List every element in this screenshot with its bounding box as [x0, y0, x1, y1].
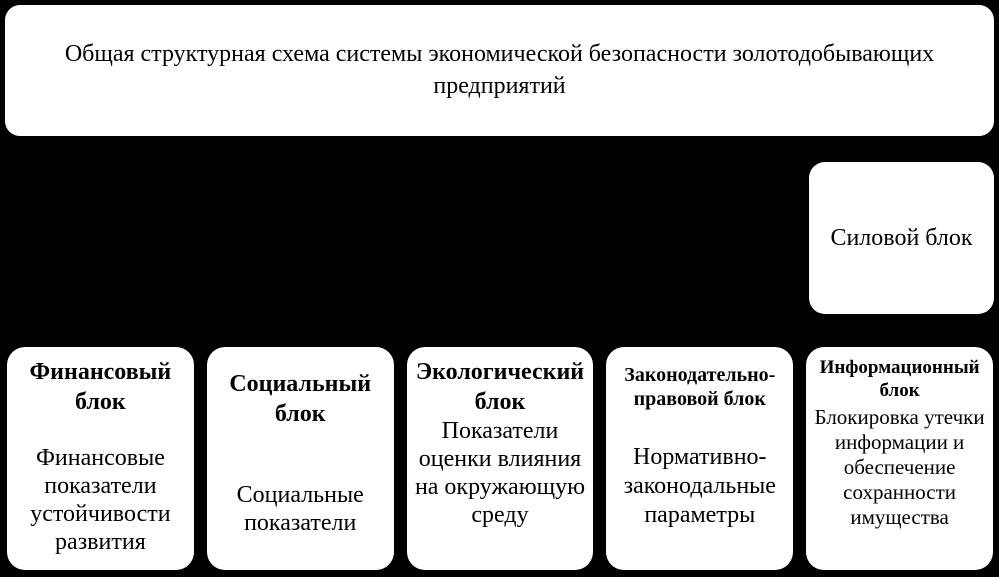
- block-ecological: [407, 347, 594, 570]
- diagram-title-box: [5, 5, 994, 136]
- block-social: [207, 347, 394, 570]
- security-block-box: [809, 162, 994, 314]
- block-financial-title: Финансовый блок: [29, 359, 172, 415]
- block-informational-title: Информационный блок: [819, 357, 980, 401]
- block-legislative-body: Нормативно-законодальные параметры: [623, 444, 776, 528]
- block-informational-body: Блокировка утечки информации и обеспечение сохранности имущества: [814, 404, 985, 530]
- blocks-row: [7, 347, 993, 570]
- block-legislative: [606, 347, 793, 570]
- block-financial-body: Финансовые показатели устойчивости развития: [30, 445, 171, 556]
- diagram-title-text: Общая структурная схема системы экономической безопасности золотодобывающих предприятий: [64, 41, 935, 99]
- block-social-title: Социальный блок: [229, 371, 372, 427]
- block-legislative-title: Законодательно-правовой блок: [624, 364, 776, 410]
- block-ecological-body: Показатели оценки влияния на окружающую среду: [414, 418, 586, 529]
- block-informational: [806, 347, 993, 570]
- block-financial: [7, 347, 194, 570]
- block-ecological-title: Экологический блок: [415, 359, 585, 415]
- block-social-body: Социальные показатели: [236, 482, 364, 537]
- security-block-label: Силовой блок: [830, 224, 973, 251]
